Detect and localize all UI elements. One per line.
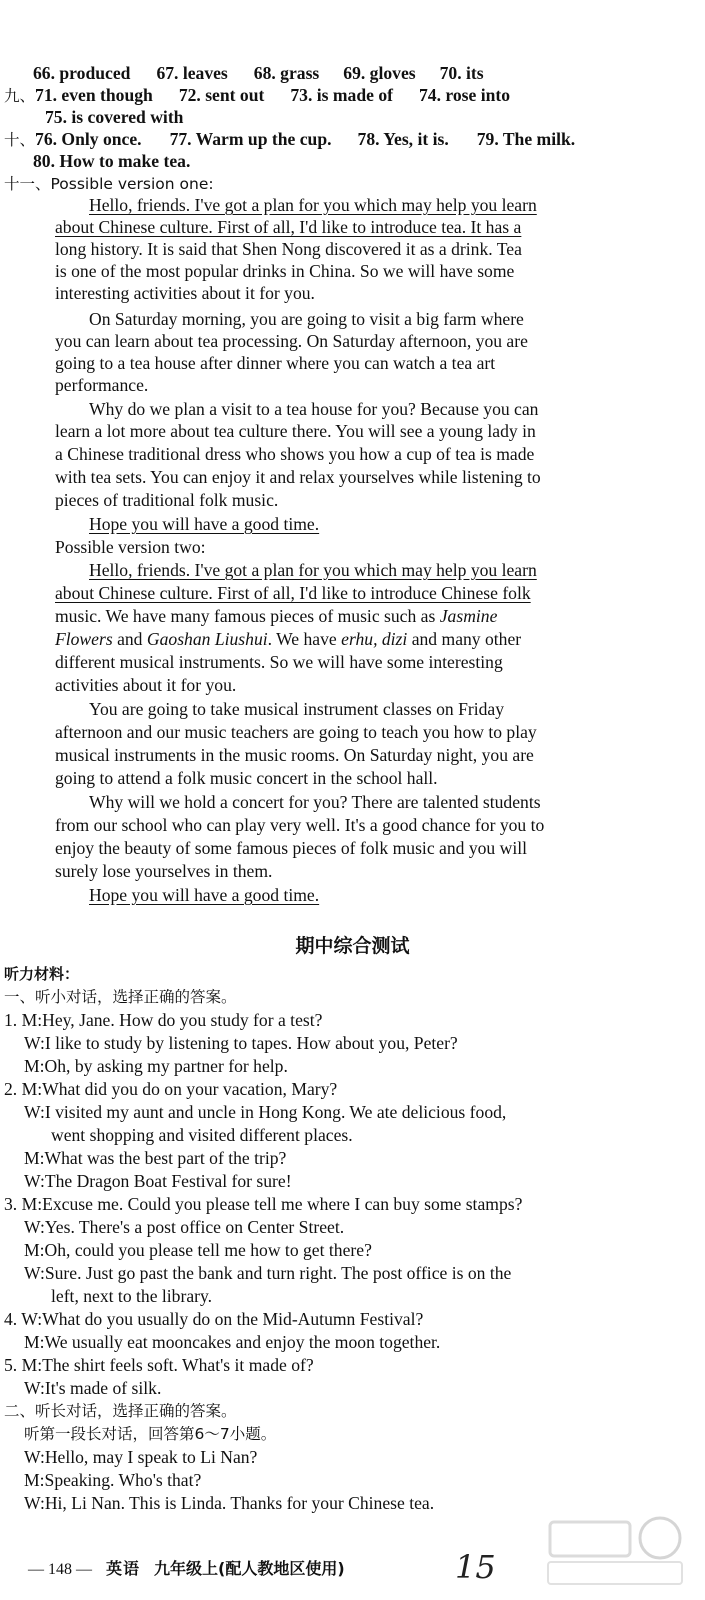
essay2-line: about Chinese culture. First of all, I'd like to introduce Chinese folk: [55, 583, 531, 603]
version-two-label: Possible version two:: [55, 537, 206, 557]
answer-row-76-79: [4, 128, 575, 151]
answer-68: 68. grass: [253, 63, 320, 83]
essay1-line: Why do we plan a visit to a tea house for you? Because you can: [89, 399, 539, 419]
part-2-intro: 听第一段长对话，回答第6～7小题。: [24, 1425, 277, 1443]
essay2-line: Flowers and Gaoshan Liushui. We have erhu, dizi and many other: [55, 629, 522, 649]
essay1-line: pieces of traditional folk music.: [55, 490, 279, 510]
essay2-line: Hope you will have a good time.: [89, 885, 320, 905]
essay1-line: long history. It is said that Shen Nong discovered it as a drink. Tea: [55, 239, 522, 259]
answer-75: 75. is covered with: [45, 107, 184, 127]
part-2-heading: 二、听长对话，选择正确的答案。: [4, 1402, 237, 1420]
essay2-line: surely lose yourselves in them.: [55, 861, 273, 881]
dialogue-line: 3. M:Excuse me. Could you please tell me where I can buy some stamps?: [4, 1194, 523, 1214]
essay1-line: you can learn about tea processing. On Saturday afternoon, you are: [55, 331, 528, 351]
essay2-line: Why will we hold a concert for you? There are talented students: [89, 792, 541, 812]
answer-76: 76. Only once.: [35, 129, 142, 149]
answer-70: 70. its: [439, 63, 484, 83]
answer-71: 71. even though: [35, 85, 153, 105]
answer-74: 74. rose into: [418, 85, 511, 105]
essay2-line: You are going to take musical instrument classes on Friday: [89, 699, 505, 719]
essay1-line: Hope you will have a good time.: [89, 514, 320, 534]
dialogue-line: M:We usually eat mooncakes and enjoy the moon together.: [24, 1332, 441, 1352]
essay2-line: enjoy the beauty of some famous pieces of folk music and you will: [55, 838, 527, 858]
dialogue-line: W:It's made of silk.: [24, 1378, 162, 1398]
dialogue-line: W:I like to study by listening to tapes. How about you, Peter?: [24, 1033, 458, 1053]
essay1-line: performance.: [55, 375, 149, 395]
page-footer: [28, 1556, 345, 1579]
essay1-line: going to a tea house after dinner where you can watch a tea art: [55, 353, 496, 373]
dialogue-line: 4. W:What do you usually do on the Mid-Autumn Festival?: [4, 1309, 424, 1329]
answer-row-71-74: [4, 84, 510, 107]
answer-73: 73. is made of: [290, 85, 393, 105]
dialogue-line: 2. M:What did you do on your vacation, Mary?: [4, 1079, 338, 1099]
essay1-line: interesting activities about it for you.: [55, 283, 315, 303]
dialogue-line: M:What was the best part of the trip?: [24, 1148, 287, 1168]
essay1-line: learn a lot more about tea culture there. You will see a young lady in: [55, 421, 536, 441]
dialogue-line: M:Speaking. Who's that?: [24, 1470, 202, 1490]
handwritten-mark: 15: [455, 1548, 496, 1586]
dialogue-line: W:The Dragon Boat Festival for sure!: [24, 1171, 292, 1191]
dialogue-line: W:Sure. Just go past the bank and turn right. The post office is on the: [24, 1263, 512, 1283]
answer-row-66-70: [33, 62, 484, 84]
dialogue-line: went shopping and visited different places.: [51, 1125, 353, 1145]
answer-78: 78. Yes, it is.: [357, 129, 449, 149]
dialogue-line: W:Hi, Li Nan. This is Linda. Thanks for your Chinese tea.: [24, 1493, 435, 1513]
midterm-title: 期中综合测试: [295, 935, 410, 957]
dialogue-line: M:Oh, by asking my partner for help.: [24, 1056, 288, 1076]
essay1-line: a Chinese traditional dress who shows you how a cup of tea is made: [55, 444, 535, 464]
dialogue-line: M:Oh, could you please tell me how to get there?: [24, 1240, 372, 1260]
answer-69: 69. gloves: [343, 63, 416, 83]
answer-66: 66. produced: [33, 63, 131, 83]
dialogue-line: 1. M:Hey, Jane. How do you study for a test?: [4, 1010, 323, 1030]
section-9-label: 九、: [4, 87, 36, 105]
page-number: — 148 —: [28, 1561, 92, 1578]
essay2-line: music. We have many famous pieces of music such as Jasmine: [55, 606, 498, 626]
answer-79: 79. The milk.: [476, 129, 576, 149]
section-11-heading: 十一、Possible version one:: [4, 175, 214, 193]
dialogue-line: left, next to the library.: [51, 1286, 213, 1306]
dialogue-line: W:Hello, may I speak to Li Nan?: [24, 1447, 258, 1467]
essay2-line: activities about it for you.: [55, 675, 237, 695]
essay1-line: is one of the most popular drinks in China. So we will have some: [55, 261, 515, 281]
essay1-line: On Saturday morning, you are going to visit a big farm where: [89, 309, 524, 329]
essay1-line: with tea sets. You can enjoy it and relax yourselves while listening to: [55, 467, 541, 487]
essay2-line: musical instruments in the music rooms. On Saturday night, you are: [55, 745, 534, 765]
answer-80: 80. How to make tea.: [33, 151, 191, 171]
answer-77: 77. Warm up the cup.: [169, 129, 332, 149]
answer-67: 67. leaves: [156, 63, 228, 83]
watermark-logo-icon: [540, 1510, 690, 1590]
essay2-line: Hello, friends. I've got a plan for you which may help you learn: [89, 560, 537, 580]
essay1-line: Hello, friends. I've got a plan for you which may help you learn: [89, 195, 537, 215]
essay2-line: going to attend a folk music concert in the school hall.: [55, 768, 438, 788]
dialogue-line: W:Yes. There's a post office on Center Street.: [24, 1217, 345, 1237]
essay2-line: afternoon and our music teachers are going to teach you how to play: [55, 722, 537, 742]
part-1-heading: 一、听小对话，选择正确的答案。: [4, 988, 237, 1006]
essay1-line: about Chinese culture. First of all, I'd like to introduce tea. It has a: [55, 217, 522, 237]
dialogue-line: W:I visited my aunt and uncle in Hong Kong. We ate delicious food,: [24, 1102, 507, 1122]
essay2-line: from our school who can play very well. It's a good chance for you to: [55, 815, 545, 835]
grade-label: 九年级上(配人教地区使用): [154, 1559, 345, 1578]
dialogue-line: 5. M:The shirt feels soft. What's it made of?: [4, 1355, 314, 1375]
listening-label: 听力材料：: [4, 965, 80, 983]
subject-label: 英语: [106, 1559, 141, 1578]
section-10-label: 十、: [4, 131, 36, 149]
essay2-line: different musical instruments. So we will have some interesting: [55, 652, 503, 672]
answer-72: 72. sent out: [178, 85, 265, 105]
